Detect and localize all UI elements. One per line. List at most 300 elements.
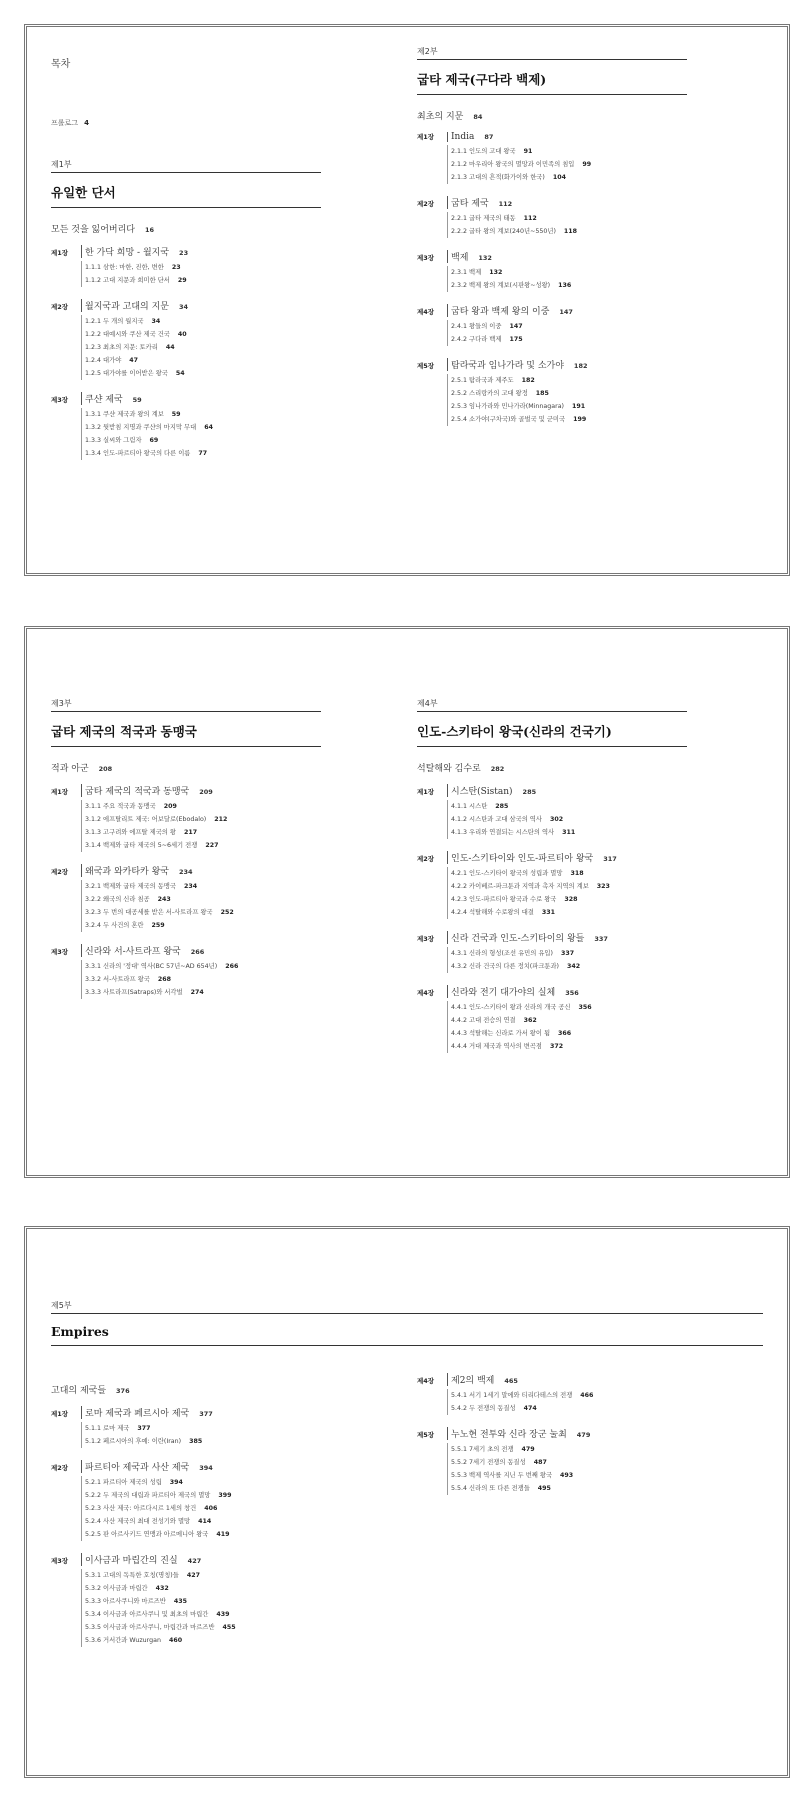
section-entry[interactable] (447, 1027, 687, 1040)
section-entry[interactable] (81, 341, 321, 354)
section-page: 432 (155, 1585, 169, 1592)
section-entry[interactable] (447, 1469, 687, 1482)
section-title: 3.3.1 신라의 '정대' 역사(BC 57년~AD 654년) (85, 963, 218, 970)
chapter-number: 제3장 (51, 396, 69, 404)
section-page: 372 (549, 1043, 564, 1050)
section-entry[interactable] (447, 867, 687, 880)
section-page: 136 (558, 282, 572, 289)
section-entry[interactable] (447, 266, 687, 279)
chapter-number: 제3장 (417, 935, 435, 943)
prologue-page: 4 (84, 119, 89, 127)
section-title: 3.3.2 서-사트라프 왕국 (85, 976, 150, 983)
chapter-title (447, 304, 573, 317)
section-title: 2.2.1 굽타 제국의 태동 (451, 215, 516, 222)
section-page: 495 (537, 1485, 551, 1492)
section-entry[interactable] (447, 225, 687, 238)
intro-entry[interactable] (51, 222, 321, 235)
section-entry[interactable] (81, 1502, 321, 1515)
section-entry[interactable] (447, 1443, 687, 1456)
intro-entry[interactable] (417, 109, 687, 122)
section-entry[interactable] (81, 261, 321, 274)
prologue-label: 프롤로그 (51, 119, 79, 127)
section-entry[interactable] (81, 367, 321, 380)
section-entry[interactable] (81, 1595, 321, 1608)
chapter-page: 34 (178, 303, 189, 311)
chapter-entry (51, 1460, 321, 1541)
section-list (81, 960, 321, 999)
part-title[interactable]: 유일한 단서 (51, 177, 321, 208)
section-title: 4.2.3 인도-파르티아 왕국과 수로 왕국 (451, 896, 557, 903)
section-page: 419 (216, 1531, 230, 1538)
section-entry[interactable] (447, 1482, 687, 1495)
chapter-heading[interactable] (51, 944, 321, 957)
section-entry[interactable] (81, 1515, 321, 1528)
part-title[interactable]: Empires (51, 1318, 763, 1346)
toc-left-column (51, 1369, 321, 1659)
section-entry[interactable] (81, 328, 321, 341)
section-entry[interactable] (81, 434, 321, 447)
chapter-page: 337 (594, 935, 608, 943)
intro-label: 모든 것을 잃어버리다 (51, 225, 135, 235)
section-page: 104 (552, 174, 567, 181)
section-page: 439 (216, 1611, 230, 1618)
section-title: 1.3.2 뒷받침 지명과 쿠샨의 마지막 무대 (85, 424, 197, 431)
section-title: 3.1.4 백제와 굽타 제국의 5~6세기 전쟁 (85, 842, 198, 849)
section-entry[interactable] (81, 1435, 321, 1448)
section-entry[interactable] (81, 1422, 321, 1435)
section-title: 2.5.3 임나가라와 민나가라(Minnagara) (451, 403, 565, 410)
section-entry[interactable] (81, 408, 321, 421)
section-title: 1.2.5 대가야를 이어받은 왕국 (85, 370, 168, 377)
section-entry[interactable] (81, 906, 321, 919)
chapter-title-text: 이사금과 마립간의 진실 (85, 1556, 178, 1566)
section-title: 3.2.1 백제와 굽타 제국의 동맹국 (85, 883, 176, 890)
section-entry[interactable] (447, 333, 687, 346)
chapter-heading[interactable] (417, 931, 687, 944)
chapter-entry (51, 1553, 321, 1647)
chapter-title (447, 1373, 518, 1386)
section-title: 5.3.3 아르사쿠니와 마르즈반 (85, 1598, 166, 1605)
chapter-title (81, 245, 188, 258)
chapter-title (81, 392, 142, 405)
chapter-title (81, 944, 204, 957)
chapter-title-text: 누노현 전투와 신라 장군 눌최 (451, 1430, 567, 1440)
chapter-title (447, 1427, 590, 1440)
chapter-heading[interactable] (417, 784, 687, 797)
chapter-heading[interactable] (51, 1553, 321, 1566)
section-title: 1.2.3 최초의 지문: 토카리 (85, 344, 158, 351)
chapter-heading[interactable] (417, 1373, 687, 1386)
section-entry[interactable] (447, 158, 687, 171)
section-entry[interactable] (447, 1040, 687, 1053)
section-list (81, 1569, 321, 1647)
section-title: 1.1.2 고대 지문과 희미한 단서 (85, 277, 170, 284)
chapter-title (447, 196, 512, 209)
section-list (447, 1389, 687, 1415)
chapter-entry (51, 1406, 321, 1448)
section-page: 356 (578, 1004, 592, 1011)
chapter-page: 112 (498, 200, 513, 208)
section-page: 323 (596, 883, 610, 890)
section-entry[interactable] (81, 447, 321, 460)
section-list (447, 212, 687, 238)
section-entry[interactable] (81, 1569, 321, 1582)
section-page: 268 (157, 976, 172, 983)
intro-entry[interactable] (51, 761, 321, 774)
section-title: 4.4.2 고대 전승의 연결 (451, 1017, 516, 1024)
section-entry[interactable] (447, 1001, 687, 1014)
section-title: 4.2.1 인도-스키타이 왕국의 성립과 멸망 (451, 870, 563, 877)
section-list (81, 315, 321, 380)
section-entry[interactable] (447, 880, 687, 893)
section-title: 4.2.4 석탈해와 수로왕의 대결 (451, 909, 534, 916)
chapter-heading[interactable] (417, 358, 687, 371)
section-entry[interactable] (81, 1528, 321, 1541)
section-list (447, 1001, 687, 1053)
section-list (447, 145, 687, 184)
chapter-number: 제3장 (51, 948, 69, 956)
chapter-heading[interactable] (417, 132, 687, 142)
chapter-heading[interactable] (51, 784, 321, 797)
section-entry[interactable] (447, 1456, 687, 1469)
section-page: 23 (171, 264, 181, 271)
section-page: 266 (225, 963, 239, 970)
chapter-heading[interactable] (417, 250, 687, 263)
section-page: 427 (186, 1572, 201, 1579)
section-page: 366 (558, 1030, 572, 1037)
section-page: 132 (489, 269, 503, 276)
prologue-entry[interactable] (51, 118, 321, 128)
chapter-title-text: 파르티아 제국과 사산 제국 (85, 1463, 190, 1473)
part-label: 제1부 (51, 160, 72, 169)
section-list (447, 374, 687, 426)
chapter-entry (417, 985, 687, 1053)
section-list (447, 867, 687, 919)
chapter-title-text: 월지국과 고대의 지문 (85, 302, 169, 312)
chapter-entry (51, 299, 321, 380)
section-entry[interactable] (81, 354, 321, 367)
chapter-heading[interactable] (51, 299, 321, 312)
chapter-number: 제1장 (51, 1410, 69, 1418)
section-entry[interactable] (81, 813, 321, 826)
toc-page-3 (24, 1226, 790, 1778)
section-list (81, 880, 321, 932)
chapter-heading[interactable] (51, 1406, 321, 1419)
chapter-title (447, 784, 536, 797)
section-page: 44 (165, 344, 175, 351)
chapter-heading[interactable] (417, 196, 687, 209)
part-rule (417, 47, 687, 60)
section-entry[interactable] (81, 960, 321, 973)
section-entry[interactable] (447, 400, 687, 413)
section-entry[interactable] (81, 973, 321, 986)
section-entry[interactable] (447, 826, 687, 839)
chapter-title-text: 시스탄(Sistan) (451, 787, 513, 797)
section-title: 2.5.1 탐라국과 제주도 (451, 377, 514, 384)
chapter-page: 285 (522, 788, 537, 796)
section-page: 40 (177, 331, 187, 338)
section-page: 54 (175, 370, 185, 377)
section-entry[interactable] (81, 1476, 321, 1489)
chapter-title (447, 931, 608, 944)
section-page: 493 (560, 1472, 574, 1479)
section-page: 385 (189, 1438, 203, 1445)
section-entry[interactable] (81, 839, 321, 852)
section-entry[interactable] (447, 1014, 687, 1027)
section-page: 185 (535, 390, 549, 397)
section-list (447, 947, 687, 973)
chapter-entry (51, 864, 321, 932)
section-page: 311 (562, 829, 576, 836)
section-title: 1.3.4 인도-파르티아 왕국의 다른 이름 (85, 450, 191, 457)
section-title: 2.1.2 마우리아 왕국의 멸망과 이민족의 침입 (451, 161, 575, 168)
section-entry[interactable] (447, 960, 687, 973)
section-title: 5.1.2 페르시아의 후예: 이란(Iran) (85, 1438, 182, 1445)
section-page: 243 (157, 896, 171, 903)
section-title: 2.2.2 굽타 왕의 계보(240년~550년) (451, 228, 556, 235)
section-title: 5.5.3 백제 역사를 지닌 두 번째 왕국 (451, 1472, 553, 1479)
section-entry[interactable] (81, 1634, 321, 1647)
section-title: 4.4.4 거대 제국과 역사의 변곡점 (451, 1043, 542, 1050)
chapter-title-text: 왜국과 와카타카 왕국 (85, 867, 169, 877)
chapter-entry (417, 304, 687, 346)
part-label: 제3부 (51, 699, 72, 708)
chapter-heading[interactable] (417, 985, 687, 998)
section-entry[interactable] (81, 800, 321, 813)
chapter-heading[interactable] (51, 392, 321, 405)
chapter-number: 제2장 (51, 868, 69, 876)
part-label: 제5부 (51, 1301, 72, 1310)
section-entry[interactable] (447, 145, 687, 158)
section-entry[interactable] (81, 880, 321, 893)
chapter-title-text: 한 가닥 희망 - 월지국 (85, 248, 170, 258)
chapter-heading[interactable] (417, 851, 687, 864)
chapter-page: 182 (573, 362, 588, 370)
section-entry[interactable] (447, 947, 687, 960)
chapter-number: 제3장 (417, 254, 435, 262)
section-title: 5.2.5 판 아르사키드 연맹과 아르메니아 왕국 (85, 1531, 209, 1538)
section-page: 59 (171, 411, 181, 418)
section-title: 4.4.1 인도-스키타이 왕과 신라의 개국 공신 (451, 1004, 571, 1011)
chapter-page: 427 (187, 1557, 202, 1565)
section-title: 3.2.4 두 사건의 혼란 (85, 922, 144, 929)
section-entry[interactable] (447, 320, 687, 333)
section-title: 1.1.1 삼한: 마한, 진한, 변한 (85, 264, 164, 271)
section-page: 479 (521, 1446, 535, 1453)
section-title: 3.3.3 사트라프(Satraps)와 서각벌 (85, 989, 183, 996)
section-entry[interactable] (447, 413, 687, 426)
chapter-heading[interactable] (51, 1460, 321, 1473)
chapter-number: 제1장 (51, 249, 69, 257)
chapter-page: 266 (190, 948, 205, 956)
section-title: 5.3.2 이사금과 마립간 (85, 1585, 148, 1592)
chapter-title (81, 299, 188, 312)
section-page: 147 (509, 323, 523, 330)
intro-label: 적과 아군 (51, 764, 89, 774)
section-title: 5.5.2 7세기 전쟁의 동질성 (451, 1459, 526, 1466)
chapter-title (447, 851, 617, 864)
chapter-heading[interactable] (51, 864, 321, 877)
section-title: 1.3.3 실씨와 그림자 (85, 437, 142, 444)
section-entry[interactable] (81, 274, 321, 287)
section-entry[interactable] (447, 906, 687, 919)
toc-left-column (51, 699, 321, 1011)
chapter-title-text: India (451, 132, 475, 142)
section-page: 285 (495, 803, 509, 810)
chapter-number: 제3장 (51, 1557, 69, 1565)
section-title: 5.2.3 사산 제국: 아르다시르 1세의 창건 (85, 1505, 197, 1512)
section-page: 91 (523, 148, 533, 155)
section-page: 217 (183, 829, 198, 836)
chapter-title-text: 백제 (451, 253, 469, 263)
chapter-page: 209 (199, 788, 213, 796)
chapter-number: 제2장 (51, 1464, 69, 1472)
section-page: 209 (163, 803, 177, 810)
toc-page-1 (24, 24, 790, 576)
section-entry[interactable] (447, 893, 687, 906)
section-page: 191 (572, 403, 586, 410)
chapter-number: 제2장 (417, 855, 435, 863)
section-entry[interactable] (447, 800, 687, 813)
section-page: 399 (218, 1492, 232, 1499)
chapter-title-text: 인도-스키타이와 인도-파르티아 왕국 (451, 854, 594, 864)
section-title: 3.1.2 에프탈리트 제국: 어보달로(Ebodalo) (85, 816, 207, 823)
section-title: 1.3.1 쿠샨 제국과 왕의 계보 (85, 411, 164, 418)
toc-heading: 목차 (51, 59, 71, 70)
section-title: 5.2.1 파르티아 제국의 성립 (85, 1479, 162, 1486)
section-page: 29 (177, 277, 187, 284)
section-entry[interactable] (81, 1621, 321, 1634)
section-title: 4.2.2 카이베르-파크툰과 지역과 촉자 지역의 계보 (451, 883, 589, 890)
chapter-number: 제1장 (417, 788, 435, 796)
toc-page-2 (24, 626, 790, 1178)
chapter-entry (417, 196, 687, 238)
chapter-title (81, 784, 213, 797)
section-page: 394 (169, 1479, 183, 1486)
section-page: 77 (198, 450, 208, 457)
section-entry[interactable] (447, 387, 687, 400)
section-entry[interactable] (447, 1389, 687, 1402)
section-page: 414 (198, 1518, 212, 1525)
part-title[interactable]: 인도-스키타이 왕국(신라의 건국기) (417, 716, 687, 747)
chapter-entry (51, 245, 321, 287)
section-entry[interactable] (81, 919, 321, 932)
section-title: 4.4.3 석탈해는 신라로 가서 왕이 됨 (451, 1030, 551, 1037)
section-page: 69 (149, 437, 159, 444)
intro-page: 84 (473, 113, 483, 121)
intro-page: 208 (98, 765, 113, 773)
section-entry[interactable] (81, 1608, 321, 1621)
intro-entry[interactable] (51, 1383, 321, 1396)
chapter-title (447, 985, 579, 998)
toc-right-column (417, 699, 687, 1065)
section-title: 2.3.2 백제 왕의 계보(시판왕~성왕) (451, 282, 551, 289)
chapter-page: 377 (199, 1410, 213, 1418)
section-page: 182 (521, 377, 535, 384)
section-entry[interactable] (447, 212, 687, 225)
chapter-number: 제4장 (417, 989, 435, 997)
chapter-entry (51, 784, 321, 852)
section-entry[interactable] (81, 315, 321, 328)
section-entry[interactable] (447, 374, 687, 387)
section-title: 2.1.3 고대의 흔적(화가이와 한국) (451, 174, 545, 181)
chapter-heading[interactable] (417, 1427, 687, 1440)
part-title[interactable]: 굽타 제국(구다라 백제) (417, 64, 687, 95)
section-entry[interactable] (81, 826, 321, 839)
part-label: 제4부 (417, 699, 438, 708)
section-page: 118 (563, 228, 578, 235)
chapter-page: 132 (478, 254, 492, 262)
intro-entry[interactable] (417, 761, 687, 774)
section-entry[interactable] (81, 893, 321, 906)
section-list (81, 261, 321, 287)
section-title: 5.4.2 두 전쟁의 동질성 (451, 1405, 516, 1412)
section-page: 455 (222, 1624, 236, 1631)
chapter-title (81, 1406, 213, 1419)
section-title: 5.2.4 사산 제국의 최대 전성기와 멸망 (85, 1518, 191, 1525)
section-title: 5.2.2 두 제국의 대립과 파르티아 제국의 멸망 (85, 1492, 211, 1499)
section-title: 3.1.1 주요 적국과 동맹국 (85, 803, 156, 810)
section-title: 1.2.4 대가야 (85, 357, 122, 364)
section-entry[interactable] (81, 421, 321, 434)
section-title: 5.5.4 신라의 또 다른 전쟁들 (451, 1485, 530, 1492)
section-page: 112 (523, 215, 537, 222)
section-title: 3.2.3 두 번의 대공세를 받은 서-사트라프 왕국 (85, 909, 213, 916)
chapter-title (81, 1460, 213, 1473)
section-page: 234 (183, 883, 198, 890)
section-entry[interactable] (81, 1489, 321, 1502)
section-title: 2.1.1 인도의 고대 왕국 (451, 148, 516, 155)
chapter-page: 356 (565, 989, 579, 997)
chapter-heading[interactable] (51, 245, 321, 258)
section-entry[interactable] (447, 279, 687, 292)
section-entry[interactable] (81, 986, 321, 999)
chapter-entry (417, 1373, 687, 1415)
section-page: 47 (129, 357, 139, 364)
part-label: 제2부 (417, 47, 438, 56)
chapter-page: 23 (179, 249, 189, 257)
section-page: 435 (173, 1598, 188, 1605)
section-page: 466 (580, 1392, 594, 1399)
section-page: 487 (533, 1459, 547, 1466)
section-page: 342 (567, 963, 581, 970)
chapter-entry (417, 851, 687, 919)
section-entry[interactable] (447, 171, 687, 184)
section-title: 4.3.2 신라 건국의 다른 정치(파크툰과) (451, 963, 560, 970)
section-title: 4.1.3 우리와 연결되는 시스탄의 역사 (451, 829, 555, 836)
chapter-title-text: 굽타 왕과 백제 왕의 이중 (451, 307, 550, 317)
chapter-title-text: 굽타 제국 (451, 199, 489, 209)
toc-right-column (417, 1373, 687, 1507)
part-title[interactable]: 굽타 제국의 적국과 동맹국 (51, 716, 321, 747)
section-entry[interactable] (447, 813, 687, 826)
chapter-entry (417, 784, 687, 839)
chapter-title (447, 132, 493, 142)
intro-label: 최초의 지문 (417, 112, 464, 122)
intro-page: 282 (490, 765, 505, 773)
section-page: 337 (560, 950, 575, 957)
chapter-title-text: 로마 제국과 페르시아 제국 (85, 1409, 190, 1419)
chapter-heading[interactable] (417, 304, 687, 317)
section-title: 5.4.1 서기 1세기 말에와 티리다테스의 전쟁 (451, 1392, 573, 1399)
section-title: 3.2.2 왜국의 신라 침공 (85, 896, 150, 903)
section-entry[interactable] (447, 1402, 687, 1415)
chapter-number: 제2장 (51, 303, 69, 311)
section-entry[interactable] (81, 1582, 321, 1595)
section-title: 5.3.5 이사금과 아르사쿠니, 마립간과 마르즈반 (85, 1624, 215, 1631)
section-page: 318 (570, 870, 584, 877)
chapter-entry (51, 944, 321, 999)
